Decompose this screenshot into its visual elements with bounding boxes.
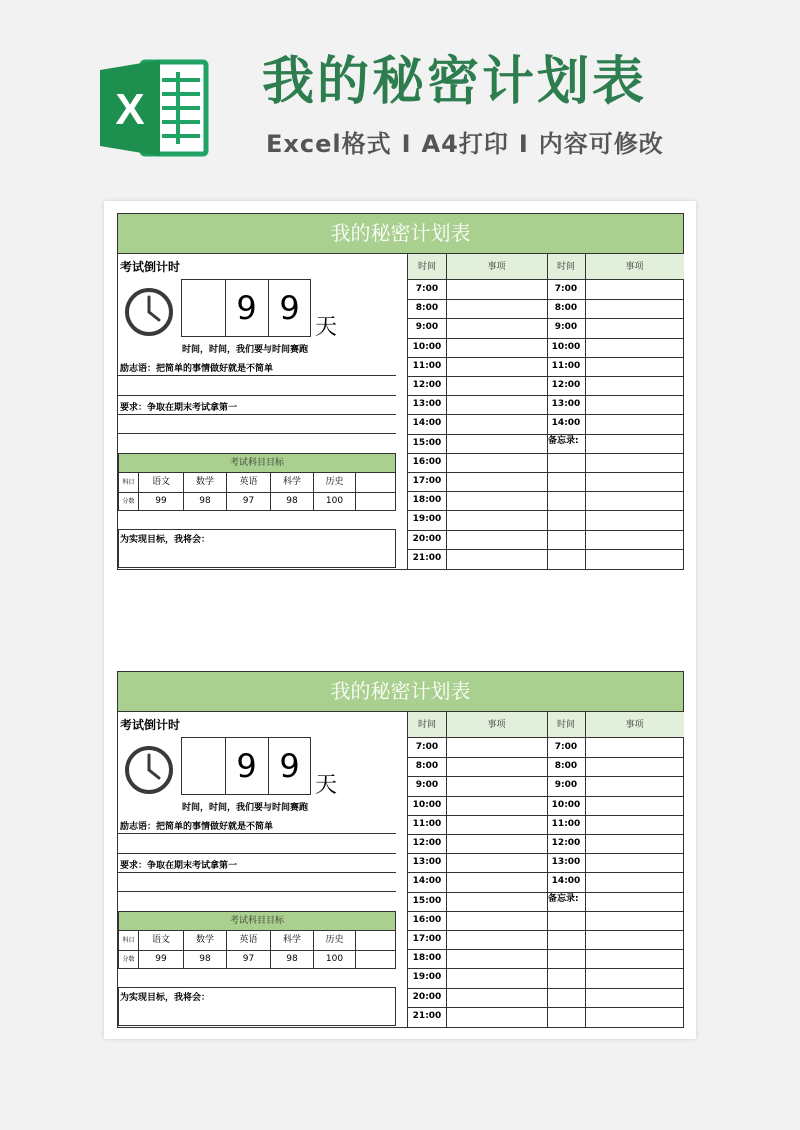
memo-label: 备忘录: — [548, 435, 579, 446]
task-cell[interactable] — [446, 949, 547, 968]
task-cell[interactable] — [585, 549, 684, 568]
task-cell[interactable] — [585, 815, 684, 834]
time-slot: 17:00 — [412, 476, 442, 486]
goals-cell-empty[interactable] — [356, 492, 395, 511]
schedule-header: 时间 — [547, 254, 585, 280]
plan-label: 为实现目标，我将会： — [120, 535, 211, 545]
task-cell[interactable] — [585, 376, 684, 395]
divider — [118, 833, 396, 834]
goals-cell[interactable]: 98 — [184, 950, 227, 969]
time-slot: 13:00 — [412, 857, 442, 868]
goals-cell[interactable]: 语文 — [139, 931, 184, 950]
task-cell[interactable] — [446, 911, 547, 930]
time-slot — [547, 949, 585, 968]
time-slot: 11:00 — [412, 360, 442, 371]
goals-cell[interactable]: 98 — [184, 492, 227, 511]
time-slot — [547, 491, 585, 510]
divider — [118, 872, 396, 873]
subjects-row — [119, 931, 395, 951]
subtitle-format: Excel格式 — [266, 130, 392, 158]
day-unit-label: 天 — [315, 315, 338, 340]
schedule-header: 时间 — [408, 254, 446, 280]
task-cell[interactable] — [446, 796, 547, 815]
sheet-title: 我的秘密计划表 — [118, 214, 683, 254]
time-slot: 8:00 — [554, 303, 578, 314]
time-slot: 7:00 — [415, 284, 439, 294]
task-cell[interactable] — [446, 357, 547, 376]
motto-text[interactable]: 励志语：把简单的事情做好就是不简单 — [120, 822, 274, 832]
task-cell[interactable] — [446, 738, 547, 757]
schedule-header: 事项 — [585, 712, 684, 738]
divider — [118, 375, 396, 376]
subtitle-separator: I — [518, 130, 529, 158]
time-slot: 7:00 — [554, 742, 578, 752]
goals-cell[interactable]: 98 — [271, 950, 314, 969]
task-cell[interactable] — [446, 988, 547, 1007]
subjects-row — [119, 473, 395, 493]
task-cell[interactable] — [585, 968, 684, 987]
time-slot: 13:00 — [412, 399, 442, 410]
time-slot: 9:00 — [415, 780, 439, 791]
time-slot: 12:00 — [412, 838, 442, 848]
countdown-label: 考试倒计时 — [120, 260, 181, 274]
time-slot: 9:00 — [554, 322, 578, 333]
task-cell[interactable] — [585, 988, 684, 1007]
task-cell[interactable] — [585, 930, 684, 949]
time-slot: 20:00 — [412, 991, 442, 1002]
goals-table — [118, 453, 396, 511]
goals-cell-empty[interactable] — [356, 473, 395, 492]
requirement-text[interactable]: 要求：争取在期末考试拿第一 — [120, 861, 238, 871]
time-slot: 11:00 — [412, 818, 442, 829]
time-slot: 12:00 — [551, 380, 581, 390]
time-slot: 20:00 — [412, 533, 442, 544]
row-label: 科目 — [119, 931, 139, 950]
goals-cell[interactable]: 语文 — [139, 473, 184, 492]
task-cell[interactable] — [585, 911, 684, 930]
excel-logo-icon — [100, 58, 212, 158]
divider — [118, 891, 396, 892]
task-cell[interactable] — [446, 510, 547, 529]
task-cell[interactable] — [446, 892, 547, 911]
task-cell[interactable] — [585, 338, 684, 357]
time-slot: 15:00 — [412, 437, 442, 448]
countdown-label: 考试倒计时 — [120, 718, 181, 732]
task-cell[interactable] — [585, 510, 684, 529]
countdown-digit[interactable]: 9 — [225, 280, 269, 336]
memo-label: 备忘录: — [548, 893, 579, 904]
task-cell[interactable] — [446, 757, 547, 776]
task-cell[interactable] — [446, 1007, 547, 1026]
time-slot: 16:00 — [412, 914, 442, 925]
goals-cell[interactable]: 历史 — [314, 473, 356, 492]
task-cell[interactable] — [585, 395, 684, 414]
time-slot: 21:00 — [412, 552, 442, 563]
time-slot: 14:00 — [412, 876, 442, 887]
day-unit-label: 天 — [315, 773, 338, 798]
countdown-digit[interactable]: 9 — [279, 747, 300, 785]
time-slot: 8:00 — [415, 761, 439, 772]
schedule-header: 时间 — [408, 712, 446, 738]
task-cell[interactable] — [585, 853, 684, 872]
time-slot — [547, 968, 585, 987]
schedule-header: 事项 — [446, 254, 547, 280]
countdown-digits[interactable] — [181, 279, 311, 337]
time-slot — [547, 510, 585, 529]
time-slot: 8:00 — [554, 761, 578, 772]
time-slot — [547, 530, 585, 549]
goals-cell[interactable]: 英语 — [227, 931, 271, 950]
plan-box[interactable] — [118, 987, 396, 1026]
time-note: 时间，时间，我们要与时间赛跑 — [182, 345, 309, 355]
task-cell[interactable] — [446, 853, 547, 872]
goals-cell[interactable]: 科学 — [271, 931, 314, 950]
time-slot: 11:00 — [551, 360, 581, 371]
divider — [118, 395, 396, 396]
divider — [118, 853, 396, 854]
goals-cell-empty[interactable] — [356, 950, 395, 969]
logo-letter: X — [115, 85, 145, 134]
scores-row — [119, 492, 395, 511]
goals-cell[interactable]: 99 — [139, 492, 184, 511]
task-cell[interactable] — [585, 757, 684, 776]
task-cell[interactable] — [585, 299, 684, 318]
planner-sheet — [117, 671, 684, 1028]
goals-cell[interactable]: 英语 — [227, 473, 271, 492]
time-slot: 9:00 — [415, 322, 439, 333]
time-slot: 13:00 — [551, 857, 581, 868]
task-cell[interactable] — [446, 376, 547, 395]
clock-icon — [124, 287, 174, 337]
goals-cell[interactable]: 99 — [139, 950, 184, 969]
time-slot: 12:00 — [551, 838, 581, 848]
schedule-header: 事项 — [585, 254, 684, 280]
subtitle-print: A4打印 — [421, 130, 509, 158]
countdown-digit[interactable]: 9 — [279, 289, 300, 327]
task-cell[interactable] — [446, 453, 547, 472]
task-cell[interactable] — [585, 434, 684, 453]
time-slot: 16:00 — [412, 456, 442, 467]
time-slot: 10:00 — [551, 341, 581, 352]
divider — [118, 414, 396, 415]
scores-row — [119, 950, 395, 969]
task-cell[interactable] — [446, 776, 547, 795]
motto-text[interactable]: 励志语：把简单的事情做好就是不简单 — [120, 364, 274, 374]
row-label: 分数 — [119, 492, 139, 511]
task-cell[interactable] — [446, 280, 547, 299]
subtitle-separator: I — [401, 130, 412, 158]
time-slot: 12:00 — [412, 380, 442, 390]
task-cell[interactable] — [446, 530, 547, 549]
time-slot: 13:00 — [551, 399, 581, 410]
task-cell[interactable] — [585, 357, 684, 376]
goals-table — [118, 911, 396, 969]
time-slot — [547, 472, 585, 491]
goals-title: 考试科目目标 — [119, 454, 395, 473]
task-cell[interactable] — [585, 453, 684, 472]
countdown-panel — [118, 712, 407, 1027]
task-cell[interactable] — [585, 414, 684, 433]
time-slot: 11:00 — [551, 818, 581, 829]
task-cell[interactable] — [446, 434, 547, 453]
task-cell[interactable] — [446, 872, 547, 891]
countdown-digit[interactable] — [182, 738, 226, 794]
task-cell[interactable] — [585, 872, 684, 891]
countdown-digit[interactable]: 9 — [225, 738, 269, 794]
time-slot — [547, 549, 585, 568]
time-slot: 18:00 — [412, 953, 442, 964]
time-slot: 14:00 — [551, 418, 581, 429]
task-cell[interactable] — [446, 968, 547, 987]
task-cell[interactable] — [585, 796, 684, 815]
time-slot: 18:00 — [412, 495, 442, 506]
requirement-text[interactable]: 要求：争取在期末考试拿第一 — [120, 403, 238, 413]
planner-sheet — [117, 213, 684, 570]
goals-cell[interactable]: 100 — [314, 492, 356, 511]
time-slot — [547, 930, 585, 949]
goals-cell[interactable]: 100 — [314, 950, 356, 969]
task-cell[interactable] — [446, 834, 547, 853]
countdown-digit[interactable] — [182, 280, 226, 336]
time-slot: 15:00 — [412, 895, 442, 906]
time-slot: 7:00 — [415, 742, 439, 752]
task-cell[interactable] — [446, 395, 547, 414]
task-cell[interactable] — [585, 1007, 684, 1026]
clock-icon — [124, 745, 174, 795]
time-slot — [547, 988, 585, 1007]
task-cell[interactable] — [585, 472, 684, 491]
task-cell[interactable] — [585, 530, 684, 549]
task-cell[interactable] — [446, 318, 547, 337]
schedule-header: 时间 — [547, 712, 585, 738]
row-label: 分数 — [119, 950, 139, 969]
time-slot: 17:00 — [412, 934, 442, 944]
time-slot: 14:00 — [551, 876, 581, 887]
task-cell[interactable] — [446, 491, 547, 510]
task-cell[interactable] — [446, 472, 547, 491]
task-cell[interactable] — [446, 549, 547, 568]
time-slot — [547, 453, 585, 472]
time-slot: 7:00 — [554, 284, 578, 294]
time-slot: 8:00 — [415, 303, 439, 314]
task-cell[interactable] — [446, 930, 547, 949]
goals-title: 考试科目目标 — [119, 912, 395, 931]
time-slot: 9:00 — [554, 780, 578, 791]
time-slot: 14:00 — [412, 418, 442, 429]
schedule-table — [407, 712, 684, 1027]
goals-cell[interactable]: 历史 — [314, 931, 356, 950]
time-slot: 19:00 — [412, 514, 442, 525]
time-slot: 19:00 — [412, 972, 442, 983]
time-slot — [547, 1007, 585, 1026]
task-cell[interactable] — [446, 815, 547, 834]
time-slot: 10:00 — [412, 799, 442, 810]
countdown-panel — [118, 254, 407, 569]
schedule-header: 事项 — [446, 712, 547, 738]
time-slot — [547, 911, 585, 930]
goals-cell-empty[interactable] — [356, 931, 395, 950]
plan-label: 为实现目标，我将会： — [120, 993, 211, 1003]
time-slot: 21:00 — [412, 1010, 442, 1021]
goals-cell[interactable]: 97 — [227, 492, 271, 511]
task-cell[interactable] — [446, 338, 547, 357]
plan-box[interactable] — [118, 529, 396, 568]
schedule-table — [407, 254, 684, 569]
time-slot: 10:00 — [551, 799, 581, 810]
goals-cell[interactable]: 数学 — [184, 931, 227, 950]
goals-cell[interactable]: 数学 — [184, 473, 227, 492]
goals-cell[interactable]: 97 — [227, 950, 271, 969]
task-cell[interactable] — [585, 318, 684, 337]
task-cell[interactable] — [446, 414, 547, 433]
task-cell[interactable] — [446, 299, 547, 318]
sheet-title: 我的秘密计划表 — [118, 672, 683, 712]
task-cell[interactable] — [585, 738, 684, 757]
task-cell[interactable] — [585, 892, 684, 911]
subtitle-editable: 内容可修改 — [538, 130, 664, 158]
row-label: 科目 — [119, 473, 139, 492]
page-subtitle — [266, 124, 664, 159]
header — [0, 0, 800, 190]
task-cell[interactable] — [585, 280, 684, 299]
time-slot: 10:00 — [412, 341, 442, 352]
time-note: 时间，时间，我们要与时间赛跑 — [182, 803, 309, 813]
countdown-digits[interactable] — [181, 737, 311, 795]
task-cell[interactable] — [585, 491, 684, 510]
page-title: 我的秘密计划表 — [262, 52, 648, 112]
goals-cell[interactable]: 98 — [271, 492, 314, 511]
task-cell[interactable] — [585, 776, 684, 795]
task-cell[interactable] — [585, 949, 684, 968]
task-cell[interactable] — [585, 834, 684, 853]
divider — [118, 433, 396, 434]
goals-cell[interactable]: 科学 — [271, 473, 314, 492]
